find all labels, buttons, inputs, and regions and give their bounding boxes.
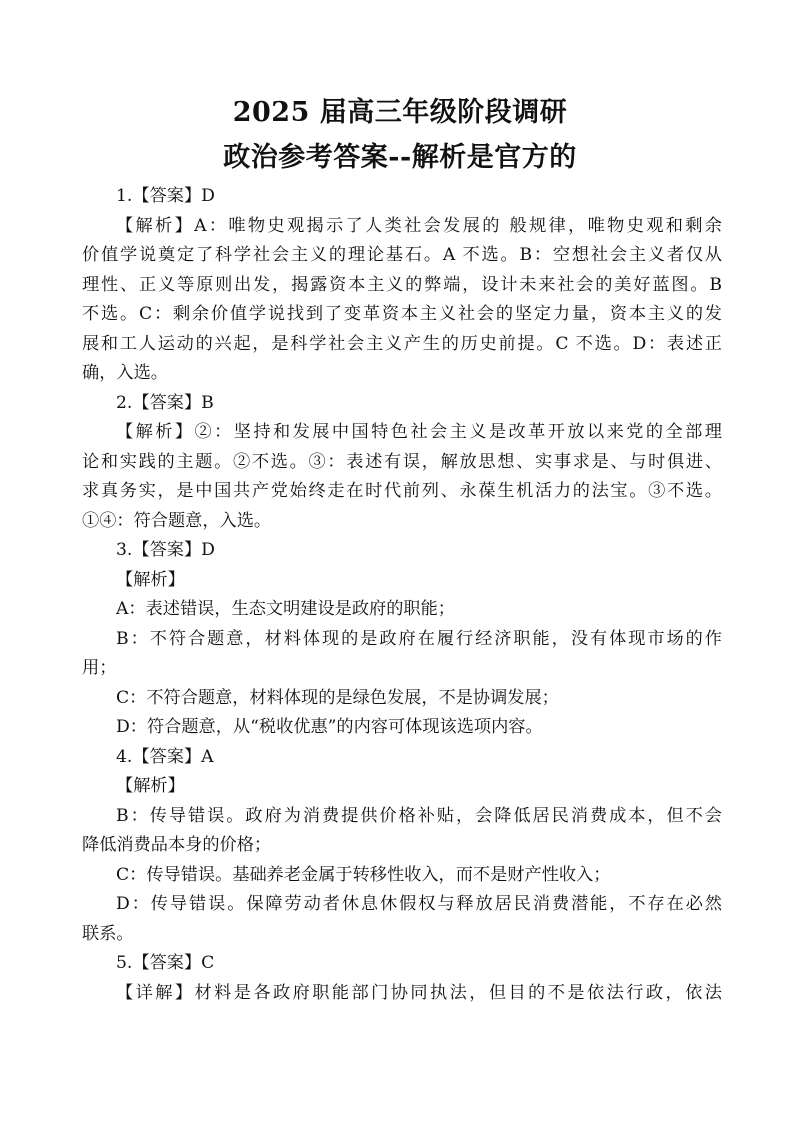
text-line: 确，入选。 [82, 363, 168, 383]
text-line: 3.【答案】D [116, 540, 215, 560]
text-line: D：符合题意，从“税收优惠”的内容可体现该选项内容。 [116, 717, 543, 737]
text-line: 【解析】A：唯物史观揭示了人类社会发展的 般规律，唯物史观和剩余 [116, 215, 722, 236]
text-line: 【详解】材料是各政府职能部门协同执法，但目的不是依法行政，依法 [116, 982, 722, 1003]
text-line: B：不符合题意，材料体现的是政府在履行经济职能，没有体现市场的作 [116, 628, 722, 649]
text-line: 价值学说奠定了科学社会主义的理论基石。A 不选。B：空想社会主义者仅从 [82, 245, 722, 265]
text-line: 不选。C：剩余价值学说找到了变革资本主义社会的坚定力量，资本主义的发 [82, 304, 722, 324]
answer-body [82, 182, 722, 1008]
text-line: 降低消费品本身的价格； [82, 835, 272, 855]
document-title: 2025 届高三年级阶段调研 [232, 97, 568, 128]
text-line: 联系。 [82, 923, 134, 944]
text-line: C：不符合题意，材料体现的是绿色发展，不是协调发展； [116, 687, 559, 708]
text-line: 论和实践的主题。②不选。③：表述有误，解放思想、实事求是、与时俱进、 [82, 451, 722, 472]
text-line: 2.【答案】B [116, 392, 214, 413]
text-line: 【解析】 [116, 569, 185, 590]
text-line: A：表述错误，生态文明建设是政府的职能； [116, 599, 455, 619]
text-line: 【解析】②：坚持和发展中国特色社会主义是改革开放以来党的全部理 [116, 422, 722, 442]
text-line: 5.【答案】C [116, 953, 215, 973]
document-subtitle: 政治参考答案--解析是官方的 [223, 142, 577, 173]
text-line: ①④：符合题意，入选。 [82, 510, 272, 531]
text-line: 1.【答案】D [116, 186, 215, 206]
text-line: C：传导错误。基础养老金属于转移性收入，而不是财产性收入； [116, 864, 611, 885]
text-line: 理性、正义等原则出发，揭露资本主义的弊端，设计未来社会的美好蓝图。B [82, 274, 722, 295]
text-line: B：传导错误。政府为消费提供价格补贴，会降低居民消费成本，但不会 [116, 805, 722, 826]
text-line: 【解析】 [116, 776, 185, 796]
text-line: 展和工人运动的兴起，是科学社会主义产生的历史前提。C 不选。D：表述正 [82, 333, 722, 354]
text-line: 4.【答案】A [116, 746, 214, 767]
text-line: 求真务实，是中国共产党始终走在时代前列、永葆生机活力的法宝。③不选。 [82, 481, 722, 501]
text-line: D：传导错误。保障劳动者休息休假权与释放居民消费潜能，不存在必然 [116, 894, 722, 914]
text-line: 用； [82, 658, 117, 678]
